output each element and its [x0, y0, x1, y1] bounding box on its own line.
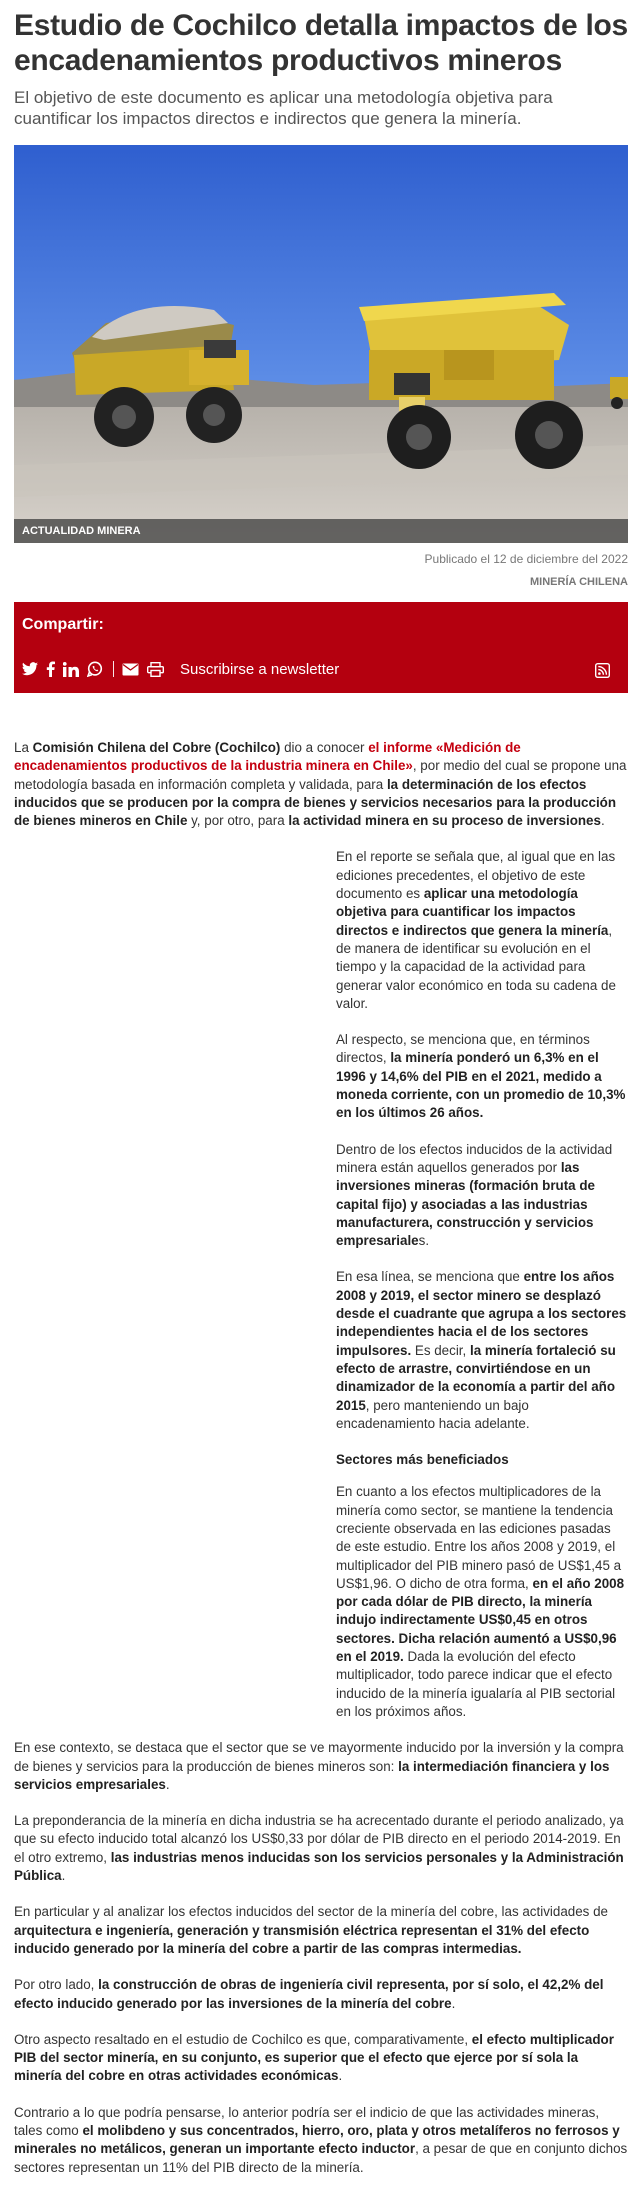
paragraph: En ese contexto, se destaca que el sector que se ve mayormente inducido por la inversión y la compra de bienes y servicios para la producción de bienes mineros son: la intermediación financiera y los servicios empresariales.: [14, 1740, 624, 1792]
article-title: Estudio de Cochilco detalla impactos de los encadenamientos productivos mineros: [14, 9, 628, 77]
two-column-section: [14, 848, 628, 1739]
paragraph: Al respecto, se menciona que, en términos directos, la minería ponderó un 6,3% en el 1996 y 14,6% del PIB en el 2021, medido a moneda corriente, con un promedio de 10,3% en los últimos 26 años.: [336, 1032, 626, 1121]
paragraph: En el reporte se señala que, al igual que en las ediciones precedentes, el objetivo de este documento es aplicar una metodología objetiva para cuantificar los impactos directos e indirectos que genera la minería, de manera de identificar su evolución en el tiempo y la capacidad de la actividad para generar valor económico en toda su cadena de valor.: [336, 849, 616, 1011]
twitter-icon[interactable]: [22, 660, 38, 678]
linkedin-icon[interactable]: [63, 660, 79, 678]
empty-ad-column: [14, 848, 336, 1739]
rss-icon[interactable]: [595, 661, 610, 679]
paragraph: La preponderancia de la minería en dicha industria se ha acrecentado durante el periodo analizado, ya que su efecto inducido total alcanzó los US$0,33 por dólar de PIB directo en el periodo 2014-2019. En el otro extremo, las industrias menos inducidas son los servicios personales y la Administración Pública.: [14, 1813, 624, 1884]
print-icon[interactable]: [147, 660, 164, 678]
facebook-icon[interactable]: [46, 660, 55, 678]
newsletter-link[interactable]: Suscribirse a newsletter: [180, 660, 340, 678]
email-icon[interactable]: [122, 660, 139, 678]
paragraph: Otro aspecto resaltado en el estudio de Cochilco es que, comparativamente, el efecto multiplicador PIB del sector minería, en su conjunto, es superior que el efecto que ejerce por sí sola la minería del cobre en otras actividades económicas.: [14, 2031, 614, 2084]
mining-trucks-illustration: [14, 145, 628, 543]
paragraph: Dentro de los efectos inducidos de la actividad minera están aquellos generados por las inversiones mineras (formación bruta de capital fijo) y asociadas a las industrias manufacturera, construcción y servicios empresariales.: [336, 1141, 613, 1249]
image-caption: ACTUALIDAD MINERA: [14, 519, 628, 543]
share-toolbar: [22, 660, 620, 678]
article-body: [14, 739, 628, 830]
paragraph: En esa línea, se menciona que entre los años 2008 y 2019, el sector minero se desplazó desde el cuadrante que agrupa a los sectores independientes hacia el de los sectores impulsores. Es decir, la minería fortaleció su efecto de arrastre, convirtiéndose en un dinamizador de la economía a partir del año 2015, pero manteniendo un bajo encadenamiento hacia adelante.: [336, 1269, 627, 1431]
article-subtitle: El objetivo de este documento es aplicar una metodología objetiva para cuantificar los impactos directos e indirectos que genera la minería.: [14, 88, 553, 128]
paragraph: Por otro lado, la construcción de obras de ingeniería civil representa, por sí solo, el 42,2% del efecto inducido generado por las inversiones de la minería del cobre.: [14, 1977, 604, 2011]
section-heading: Sectores más beneficiados: [336, 1452, 509, 1468]
share-box: [14, 602, 628, 693]
publish-date: Publicado el 12 de diciembre del 2022: [424, 552, 628, 566]
article-body-continued: [14, 1739, 628, 2177]
side-column-text: [336, 848, 628, 1739]
paragraph: La Comisión Chilena del Cobre (Cochilco) dio a conocer el informe «Medición de encadenamientos productivos de la industria minera en Chile», por medio del cual se propone una metodología basada en información completa y validada, para la determinación de los efectos inducidos que se producen por la compra de bienes y servicios necesarios para la producción de bienes mineros en Chile y, por otro, para la actividad minera en su proceso de inversiones.: [14, 740, 627, 829]
paragraph: En cuanto a los efectos multiplicadores de la minería como sector, se mantiene la tendencia creciente observada en las ediciones pasadas de este estudio. Entre los años 2008 y 2019, el multiplicador del PIB minero pasó de US$1,45 a US$1,96. O dicho de otra forma, en el año 2008 por cada dólar de PIB directo, la minería indujo indirectamente US$0,45 en otros sectores. Dicha relación aumentó a US$0,96 en el 2019. Dada la evolución del efecto multiplicador, todo parece indicar que el efecto inducido de la minería igualaría al PIB sectorial en los próximos años.: [336, 1484, 625, 1719]
paragraph: En particular y al analizar los efectos inducidos del sector de la minería del cobre, las actividades de arquitectura e ingeniería, generación y transmisión eléctrica representan el 31% del efecto inducido generado por la minería del cobre a partir de las compras intermedias.: [14, 1904, 608, 1956]
article-source: MINERÍA CHILENA: [530, 576, 628, 588]
hero-image: [14, 145, 628, 543]
whatsapp-icon[interactable]: [87, 660, 103, 678]
paragraph: Contrario a lo que podría pensarse, lo anterior podría ser el indicio de que las actividades mineras, tales como el molibdeno y sus concentrados, hierro, oro, plata y otros metalíferos no ferrosos y minerales no metálicos, generan un importante efecto inductor, a pesar de que en conjunto dichos sectores representan un 11% del PIB directo de la minería.: [14, 2104, 628, 2175]
toolbar-divider: [113, 661, 114, 677]
share-title: Compartir:: [22, 616, 104, 633]
report-link[interactable]: el informe «Medición de encadenamientos productivos de la industria minera en Chile»: [14, 740, 521, 774]
